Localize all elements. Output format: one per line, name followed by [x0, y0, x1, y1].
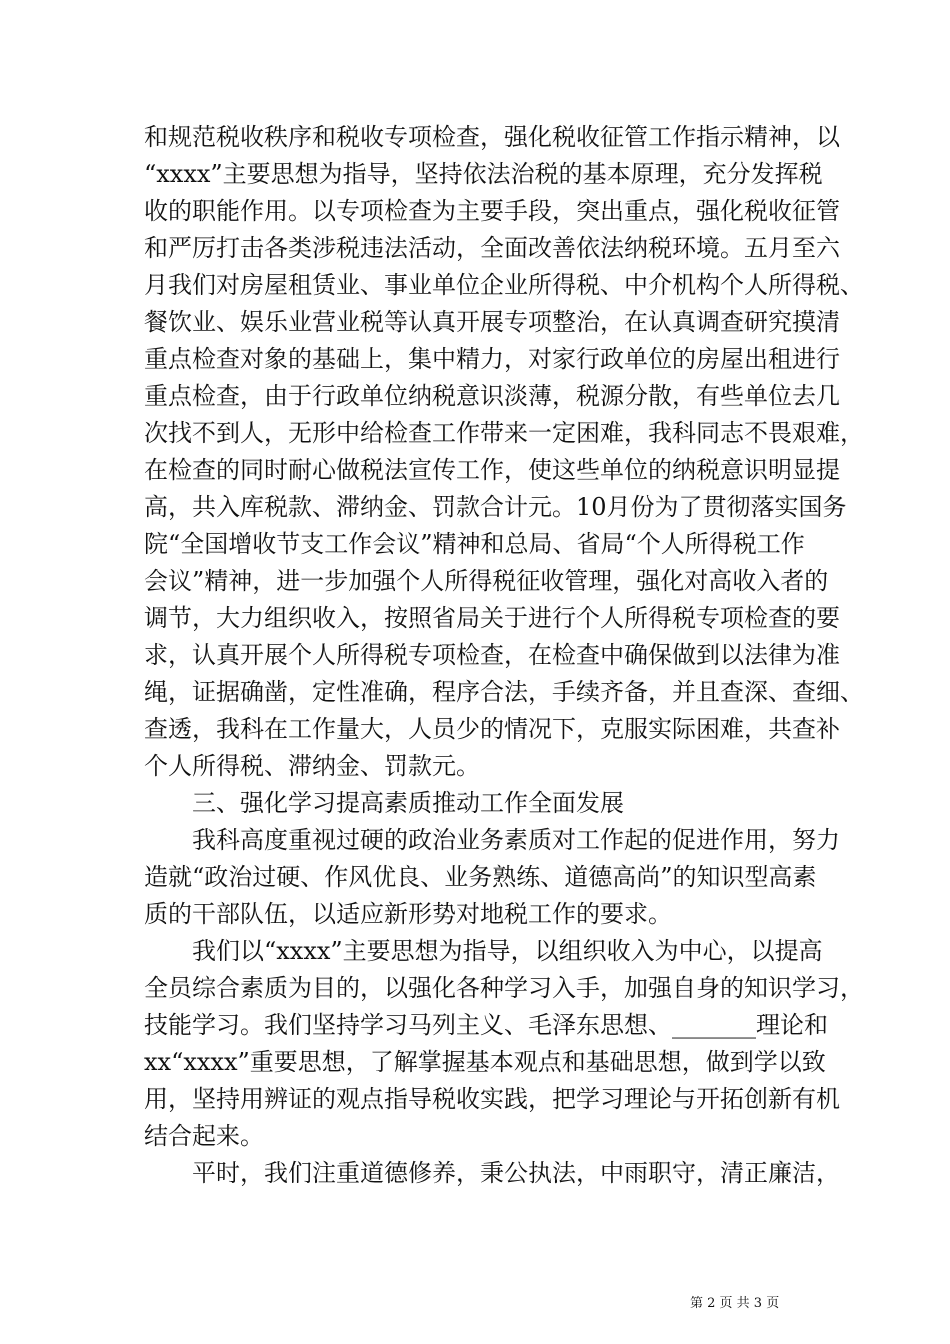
text-line: 技能学习。我们坚持学习马列主义、毛泽东思想、_______理论和: [144, 1011, 828, 1039]
text-line: xx“xxxx”重要思想，了解掌握基本观点和基础思想，做到学以致: [144, 1048, 826, 1076]
text-line: 和严厉打击各类涉税违法活动，全面改善依法纳税环境。五月至六: [144, 234, 840, 262]
text-line: 用，坚持用辨证的观点指导税收实践，把学习理论与开拓创新有机: [144, 1085, 840, 1113]
text-line: 重点检查对象的基础上，集中精力，对家行政单位的房屋出租进行: [144, 345, 840, 373]
text-line: 重点检查，由于行政单位纳税意识淡薄，税源分散，有些单位去几: [144, 382, 840, 410]
text-line: 调节，大力组织收入，按照省局关于进行个人所得税专项检查的要: [144, 604, 840, 632]
text-line: 全员综合素质为目的，以强化各种学习入手，加强自身的知识学习，: [144, 974, 864, 1002]
section-heading: 三、强化学习提高素质推动工作全面发展: [192, 789, 624, 817]
text-line: 餐饮业、娱乐业营业税等认真开展专项整治，在认真调查研究摸清: [144, 308, 840, 336]
page-number: 第 2 页 共 3 页: [690, 1296, 780, 1311]
text-line: 我们以“xxxx”主要思想为指导，以组织收入为中心，以提高: [192, 937, 823, 965]
text-line: 结合起来。: [144, 1122, 264, 1150]
text-line: 月我们对房屋租赁业、事业单位企业所得税、中介机构个人所得税、: [144, 271, 864, 299]
text-line: 院“全国增收节支工作会议”精神和总局、省局“个人所得税工作: [144, 530, 805, 558]
text-line: 平时，我们注重道德修养，秉公执法，中雨职守，清正廉洁，: [192, 1159, 840, 1187]
text-line: 求，认真开展个人所得税专项检查，在检查中确保做到以法律为准: [144, 641, 840, 669]
text-line: 绳，证据确凿，定性准确，程序合法，手续齐备，并且查深、查细、: [144, 678, 864, 706]
text-line: 个人所得税、滞纳金、罚款元。: [144, 752, 480, 780]
text-line: 次找不到人，无形中给检查工作带来一定困难，我科同志不畏艰难，: [144, 419, 864, 447]
text-line: 和规范税收秩序和税收专项检查，强化税收征管工作指示精神，以: [144, 123, 840, 151]
text-line: 高，共入库税款、滞纳金、罚款合计元。10月份为了贯彻落实国务: [144, 493, 847, 521]
text-line: 会议”精神，进一步加强个人所得税征收管理，强化对高收入者的: [144, 567, 829, 595]
text-line: 造就“政治过硬、作风优良、业务熟练、道德高尚”的知识型高素: [144, 863, 817, 891]
text-line: 质的干部队伍，以适应新形势对地税工作的要求。: [144, 900, 672, 928]
text-line: “xxxx”主要思想为指导，坚持依法治税的基本原理，充分发挥税: [144, 160, 823, 188]
text-line: 收的职能作用。以专项检查为主要手段，突出重点，强化税收征管: [144, 197, 840, 225]
text-line: 查透，我科在工作量大，人员少的情况下，克服实际困难，共查补: [144, 715, 840, 743]
text-line: 我科高度重视过硬的政治业务素质对工作起的促进作用，努力: [192, 826, 840, 854]
text-line: 在检查的同时耐心做税法宣传工作，使这些单位的纳税意识明显提: [144, 456, 840, 484]
